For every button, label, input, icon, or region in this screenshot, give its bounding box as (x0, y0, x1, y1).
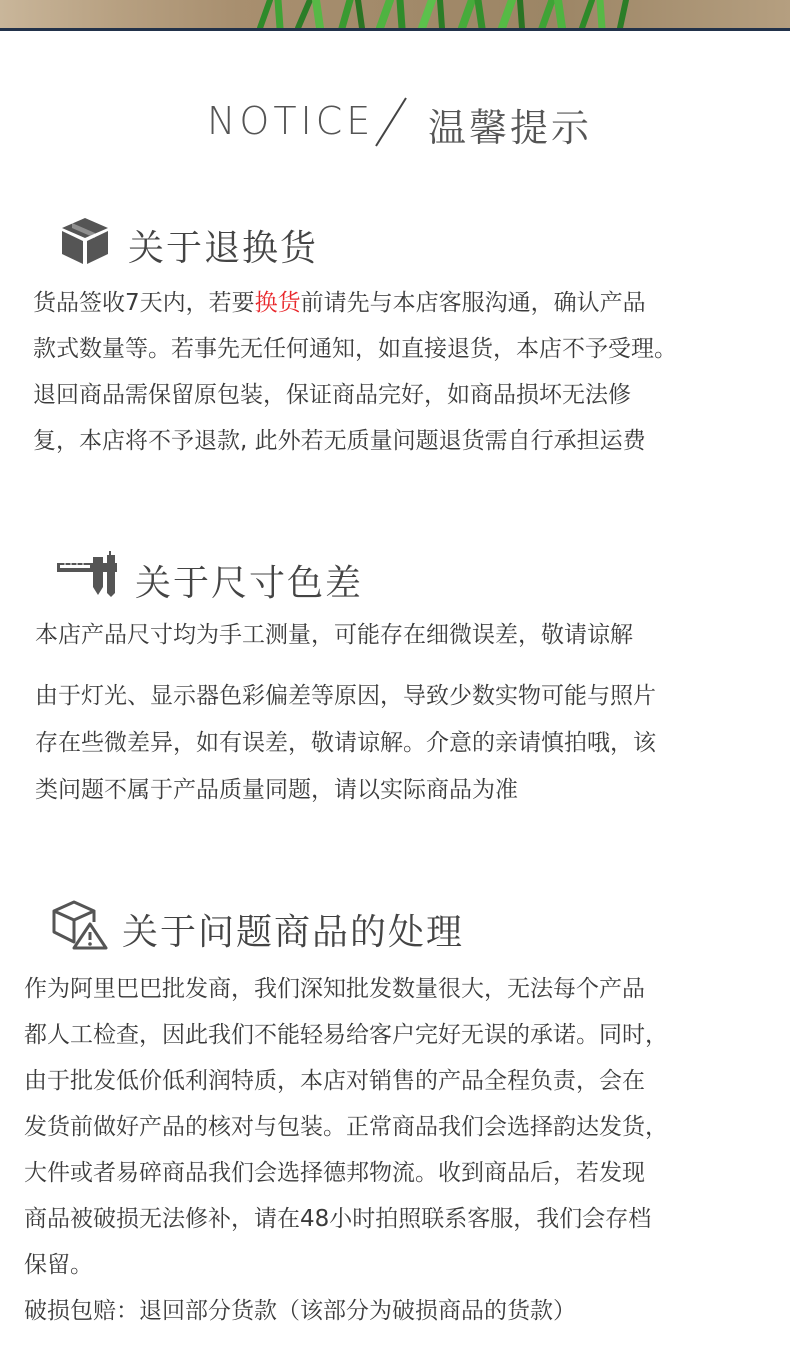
returns-highlight-exchange: 换货 (254, 290, 301, 316)
notice-heading-cn: 温馨提示 (428, 106, 593, 150)
size-line-4: 类问题不属于产品质量同题，请以实际商品为准 (35, 777, 518, 803)
banner-bottom-rule (0, 28, 790, 31)
top-banner-image (0, 0, 790, 28)
size-line-3: 存在些微差异，如有误差，敬请谅解。介意的亲请慎拍哦，该 (35, 730, 656, 756)
caliper-icon (55, 551, 121, 597)
returns-line-2: 款式数量等。若事先无任何通知，如直接退货，本店不予受理。 (33, 336, 677, 362)
damaged-box-warning-icon (52, 900, 108, 950)
problem-line-3: 由于批发低价低利润特质，本店对销售的产品全程负责，会在 (24, 1068, 645, 1094)
problem-line-4: 发货前做好产品的核对与包装。正常商品我们会选择韵达发货， (24, 1114, 668, 1140)
package-box-icon (58, 216, 112, 266)
problem-line-6: 商品被破损无法修补，请在48小时拍照联系客服，我们会存档 (24, 1206, 652, 1232)
section-problem-title: 关于问题商品的处理 (122, 912, 465, 953)
returns-line-1-post: 前请先与本店客服沟通，确认产品 (300, 290, 646, 316)
problem-line-5: 大件或者易碎商品我们会选择德邦物流。收到商品后，若发现 (24, 1160, 645, 1186)
section-problem-heading (52, 900, 492, 953)
section-returns-title: 关于退换货 (128, 228, 319, 269)
grass-decoration (250, 0, 630, 28)
problem-line-2: 都人工检查，因此我们不能轻易给客户完好无误的承诺。同时， (24, 1022, 668, 1048)
returns-line-4: 复，本店将不予退款, 此外若无质量问题退货需自行承担运费 (33, 428, 646, 454)
slash-divider (370, 94, 410, 150)
problem-line-1: 作为阿里巴巴批发商，我们深知批发数量很大，无法每个产品 (24, 976, 645, 1002)
problem-line-8: 破损包赔：退回部分货款（该部分为破损商品的货款） (24, 1298, 576, 1324)
returns-line-3: 退回商品需保留原包装，保证商品完好，如商品损坏无法修 (33, 382, 631, 408)
section-returns-heading (58, 216, 398, 269)
returns-line-1-pre: 货品签收7天内，若要 (33, 290, 255, 316)
returns-line-1 (33, 284, 646, 317)
section-size-heading (55, 551, 435, 604)
notice-heading-en: NOTICE (207, 99, 375, 143)
section-size-title: 关于尺寸色差 (135, 563, 364, 604)
size-line-1: 本店产品尺寸均为手工测量，可能存在细微误差，敬请谅解 (35, 622, 633, 648)
size-line-2: 由于灯光、显示器色彩偏差等原因，导致少数实物可能与照片 (35, 683, 656, 709)
problem-line-7: 保留。 (24, 1252, 93, 1278)
notice-heading (0, 94, 790, 150)
